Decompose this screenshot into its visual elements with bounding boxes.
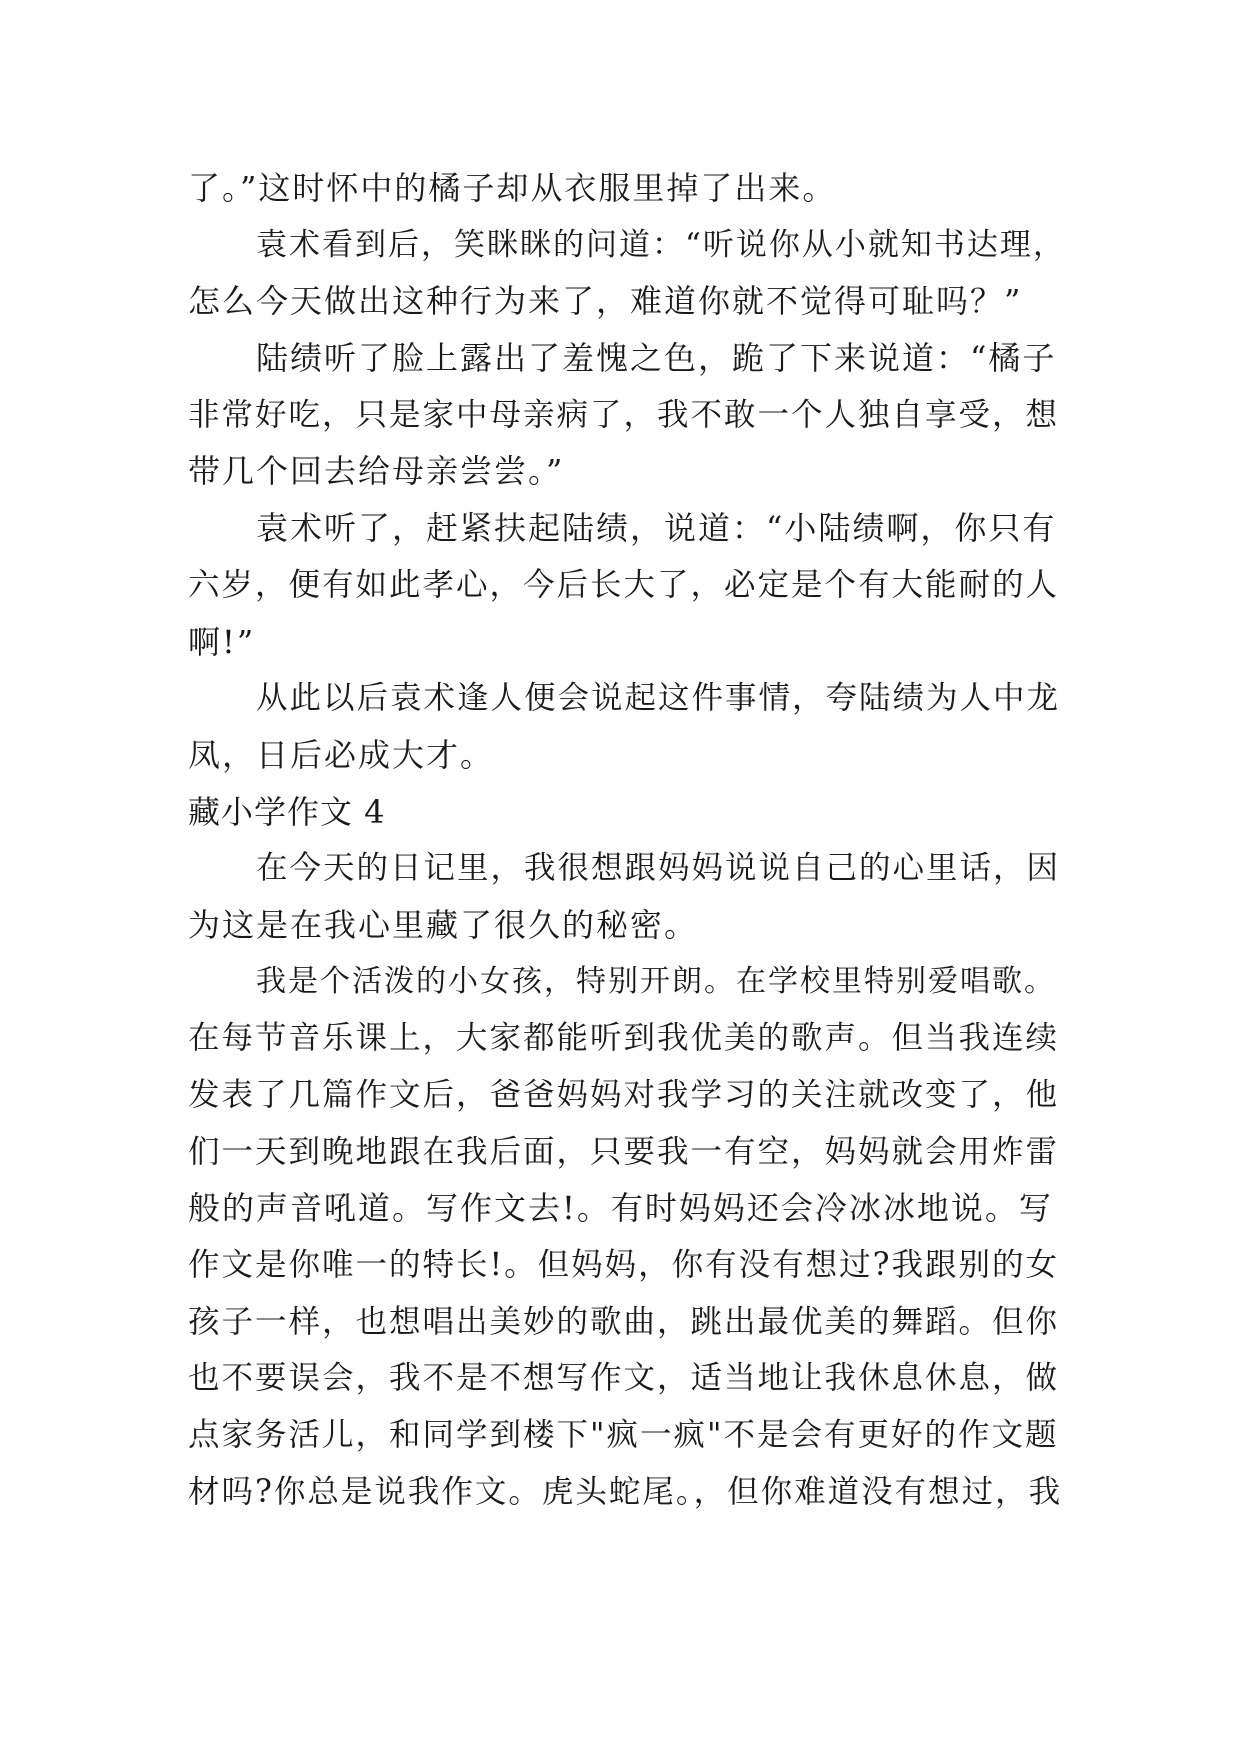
text-line: 般的声音吼道。写作文去!。有时妈妈还会冷冰冰地说。写 bbox=[188, 1189, 1053, 1228]
text-line: 袁术看到后，笑眯眯的问道：“听说你从小就知书达理， bbox=[256, 226, 1066, 263]
document-page bbox=[188, 160, 1068, 1521]
text-line: 材吗?你总是说我作文。虎头蛇尾。，但你难道没有想过，我 bbox=[188, 1473, 1063, 1510]
text-line: 凤，日后必成大才。 bbox=[188, 735, 495, 774]
text-line: 在今天的日记里，我很想跟妈妈说说自己的心里话，因 bbox=[256, 850, 1061, 887]
text-line: 从此以后袁术逢人便会说起这件事情，夸陆绩为人中龙 bbox=[256, 680, 1061, 717]
text-line: 作文是你唯一的特长!。但妈妈，你有没有想过?我跟别的女 bbox=[188, 1247, 1060, 1284]
text-line: 孩子一样，也想唱出美妙的歌曲，跳出最优美的舞蹈。但你 bbox=[188, 1303, 1060, 1340]
text-line: 点家务活儿，和同学到楼下"疯一疯"不是会有更好的作文题 bbox=[188, 1417, 1059, 1454]
text-line: 了。”这时怀中的橘子却从衣服里掉了出来。 bbox=[188, 169, 837, 207]
text-line: 也不要误会，我不是不想写作文，适当地让我休息休息，做 bbox=[188, 1360, 1060, 1397]
text-line: 六岁，便有如此孝心，今后长大了，必定是个有大能耐的人 bbox=[188, 566, 1060, 603]
text-line: 们一天到晚地跟在我后面，只要我一有空，妈妈就会用炸雷 bbox=[188, 1133, 1060, 1170]
text-line: 陆绩听了脸上露出了羞愧之色，跪了下来说道：“橘子 bbox=[256, 339, 1057, 378]
text-line: 在每节音乐课上，大家都能听到我优美的歌声。但当我连续 bbox=[188, 1020, 1060, 1057]
text-line: 非常好吃，只是家中母亲病了，我不敢一个人独自享受，想 bbox=[188, 396, 1060, 433]
text-line: 发表了几篇作文后，爸爸妈妈对我学习的关注就改变了，他 bbox=[188, 1077, 1060, 1113]
text-line: 怎么今天做出这种行为来了，难道你就不觉得可耻吗？” bbox=[188, 282, 1023, 321]
text-line: 袁术听了，赶紧扶起陆绩，说道：“小陆绩啊，你只有 bbox=[256, 509, 1057, 548]
text-line: 带几个回去给母亲尝尝。” bbox=[188, 452, 565, 491]
text-line: 啊!” bbox=[188, 622, 256, 661]
text-line: 我是个活泼的小女孩，特别开朗。在学校里特别爱唱歌。 bbox=[256, 963, 1056, 999]
section-heading: 藏小学作文 4 bbox=[188, 792, 386, 831]
text-line: 为这是在我心里藏了很久的秘密。 bbox=[188, 905, 699, 944]
